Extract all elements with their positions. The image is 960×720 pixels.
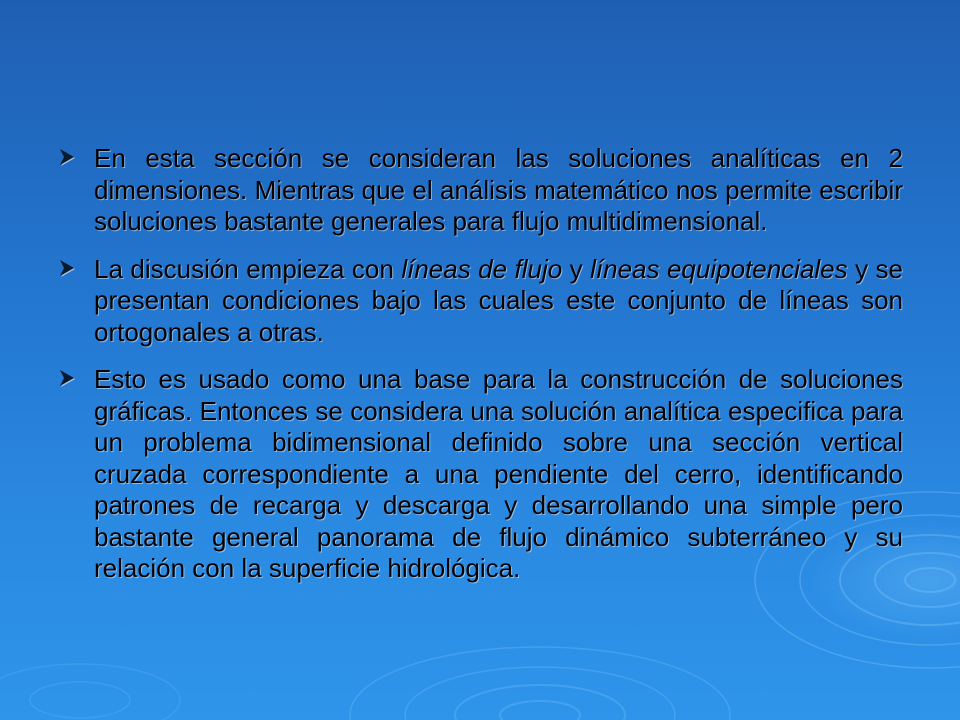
- arrow-bullet-icon: [58, 257, 80, 279]
- text-run: y se presentan condiciones bajo las cuales este conjunto de líneas son ortogonales a otras.: [94, 253, 904, 347]
- bullet-list: [58, 143, 903, 601]
- arrow-bullet-icon: [58, 367, 80, 389]
- italic-term: líneas de flujo: [401, 253, 563, 284]
- text-run: La discusión empieza con: [94, 253, 402, 284]
- bullet-item: [58, 254, 903, 349]
- bullet-item: [58, 364, 903, 585]
- text-run: Esto es usado como una base para la construcción de soluciones gráficas. Entonces se considera una solución analítica especifica para un problema bidimensional definido sobre una sección vertical cruzada correspondiente a una pendiente del cerro, identificando patrones de recarga y descarga y desarrollando una simple pero bastante general panorama de flujo dinámico subterráneo y su relación con la superficie hidrológica.: [94, 364, 903, 583]
- text-run: En esta sección se consideran las soluciones analíticas en 2 dimensiones. Mientras que el análisis matemático nos permite escribir soluciones bastante generales para flujo multidimensional.: [94, 143, 903, 236]
- arrow-bullet-icon: [58, 146, 80, 168]
- italic-term: líneas equipotenciales: [590, 253, 848, 284]
- bullet-item: [58, 143, 903, 238]
- text-run: y: [562, 253, 591, 284]
- bullet-text: [94, 364, 903, 585]
- bullet-text: [94, 143, 903, 238]
- bullet-text: [94, 254, 903, 349]
